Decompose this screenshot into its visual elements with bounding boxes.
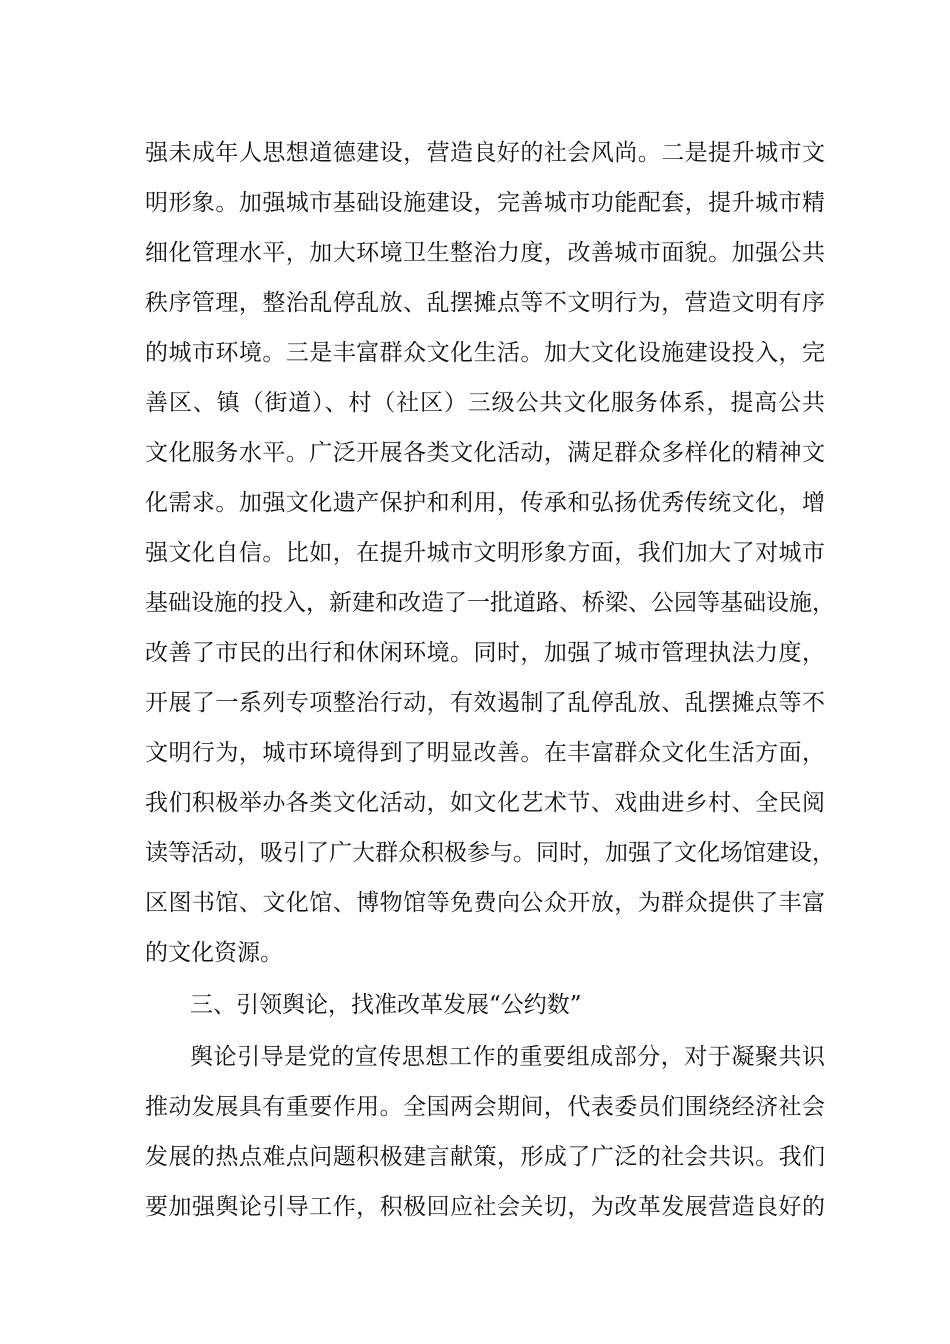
paragraph-line: 细化管理水平，加大环境卫生整治力度，改善城市面貌。加强公共 [145, 240, 825, 266]
paragraph-line: 读等活动，吸引了广大群众积极参与。同时，加强了文化场馆建设， [145, 840, 835, 866]
paragraph-line: 文化服务水平。广泛开展各类文化活动，满足群众多样化的精神文 [145, 440, 825, 466]
paragraph-line: 基础设施的投入，新建和改造了一批道路、桥梁、公园等基础设施， [145, 590, 835, 616]
paragraph-line: 强文化自信。比如，在提升城市文明形象方面，我们加大了对城市 [145, 540, 825, 566]
section-heading: 三、引领舆论，找准改革发展“公约数” [190, 992, 582, 1018]
paragraph-line: 开展了一系列专项整治行动，有效遏制了乱停乱放、乱摆摊点等不 [145, 690, 825, 716]
paragraph-line: 强未成年人思想道德建设，营造良好的社会风尚。二是提升城市文 [145, 140, 825, 166]
paragraph-line: 舆论引导是党的宣传思想工作的重要组成部分，对于凝聚共识 [190, 1044, 825, 1070]
paragraph-line: 善区、镇（街道）、村（社区）三级公共文化服务体系，提高公共 [145, 390, 825, 416]
paragraph-line: 秩序管理，整治乱停乱放、乱摆摊点等不文明行为，营造文明有序 [145, 290, 825, 316]
paragraph-line: 的城市环境。三是丰富群众文化生活。加大文化设施建设投入，完 [145, 340, 825, 366]
paragraph-line: 推动发展具有重要作用。全国两会期间，代表委员们围绕经济社会 [145, 1094, 825, 1120]
paragraph-line: 我们积极举办各类文化活动，如文化艺术节、戏曲进乡村、全民阅 [145, 790, 825, 816]
paragraph-line: 文明行为，城市环境得到了明显改善。在丰富群众文化生活方面， [145, 740, 825, 766]
paragraph-line: 改善了市民的出行和休闲环境。同时，加强了城市管理执法力度， [145, 640, 825, 666]
paragraph-line: 的文化资源。 [145, 940, 283, 966]
paragraph-line: 要加强舆论引导工作，积极回应社会关切，为改革发展营造良好的 [145, 1194, 825, 1220]
paragraph-line: 化需求。加强文化遗产保护和利用，传承和弘扬优秀传统文化，增 [145, 490, 825, 516]
paragraph-line: 明形象。加强城市基础设施建设，完善城市功能配套，提升城市精 [145, 190, 825, 216]
paragraph-line: 发展的热点难点问题积极建言献策，形成了广泛的社会共识。我们 [145, 1144, 825, 1170]
paragraph-line: 区图书馆、文化馆、博物馆等免费向公众开放，为群众提供了丰富 [145, 890, 825, 916]
